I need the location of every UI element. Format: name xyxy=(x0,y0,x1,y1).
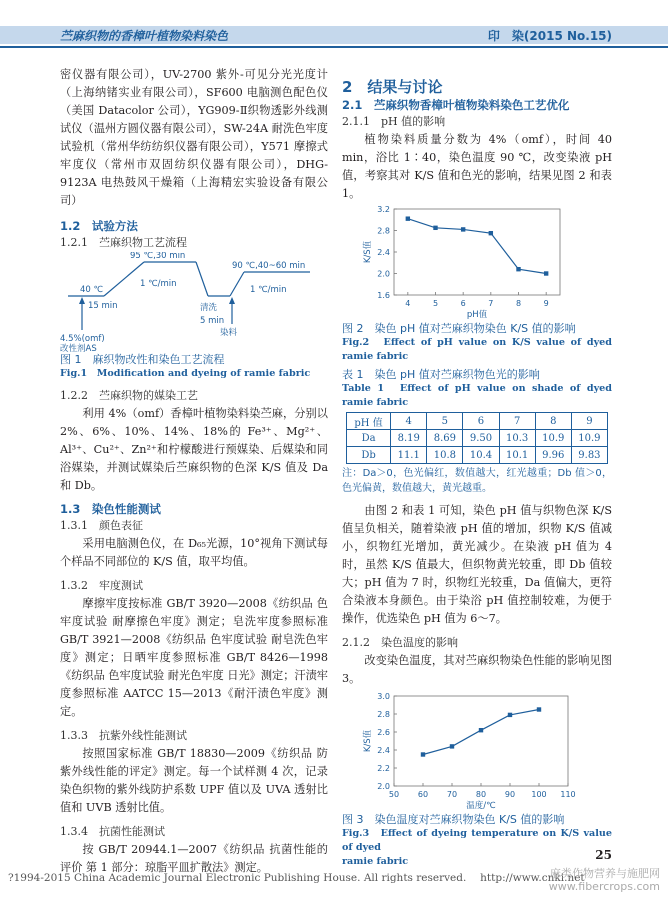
figure-caption-en: Fig.3 Effect of dyeing temperature on K/S value of dyed xyxy=(342,828,612,853)
y-tick-label: 3.2 xyxy=(377,205,390,214)
paragraph: 植物染料质量分数为 4%（omf），时间 40 min，浴比 1∶40，染色温度 90 ℃，改变染液 pH 值，考察其对 K/S 值和色光的影响，结果见图 2 和表 1。 xyxy=(342,133,612,200)
left-column xyxy=(60,66,328,877)
x-axis-label: 温度/℃ xyxy=(466,801,496,811)
table-caption: 表 1 染色 pH 值对苎麻织物色光的影响 xyxy=(342,368,540,381)
y-tick-label: 2.8 xyxy=(377,710,390,719)
y-tick-label: 2.0 xyxy=(377,782,390,791)
paragraph: 采用电脑测色仪，在 D₆₅光源，10°视角下测试每个样品不同部位的 K/S 值，取平均值。 xyxy=(60,537,328,568)
figure-caption: 图 3 染色温度对苎麻织物染色 K/S 值的影响 xyxy=(342,813,565,826)
data-point xyxy=(489,231,493,235)
data-point xyxy=(421,752,425,756)
running-header xyxy=(0,0,668,62)
x-tick-label: 4 xyxy=(405,299,411,308)
label-wash: 清洗 xyxy=(200,303,218,313)
label-95c: 95 ℃,30 min xyxy=(130,252,186,261)
table-caption-en: Table 1 Effect of pH value on shade of dyed ramie fabric xyxy=(342,383,612,408)
x-tick-label: 60 xyxy=(417,790,429,799)
series-line xyxy=(408,219,546,274)
y-axis-label: K/S值 xyxy=(363,240,373,264)
data-point xyxy=(433,226,437,230)
watermark-line: www.fibercrops.com xyxy=(548,880,660,893)
table-cell: 4 xyxy=(391,413,427,430)
page-number: 25 xyxy=(595,848,612,862)
x-tick-label: 100 xyxy=(531,790,547,799)
subsection-heading: 1.3.4 抗菌性能测试 xyxy=(60,825,165,838)
table-cell: 9 xyxy=(571,413,607,430)
table-cell: 8.19 xyxy=(391,430,427,447)
x-tick-label: 90 xyxy=(504,790,516,799)
subsection-heading: 1.2.2 苎麻织物的媒染工艺 xyxy=(60,389,198,402)
x-tick-label: 80 xyxy=(475,790,487,799)
figure-caption: 图 1 麻织物改性和染色工艺流程 xyxy=(60,353,225,366)
paragraph: 由图 2 和表 1 可知，染色 pH 值与织物色深 K/S 值呈负相关，随着染液 pH 值的增加，织物 K/S 值减小，织物红光增加，黄光减少。在染液 pH 值为 4 时，虽然 K/S 值最大，但织物黄光较重，即 Db 值较大；pH 值为 7 时，织物红光较重，Da 值偏大，更符合染液本身颜色。由于染浴 pH 值控制较难，为便于操作，优选染色 pH 值为 6～7。 xyxy=(342,504,612,625)
table-header-row xyxy=(347,413,608,430)
data-point xyxy=(508,713,512,717)
table-note: 注：Da＞0，色光偏红，数值越大，红光越重；Db 值＞0，色光偏黄，数值越大，黄光越重。 xyxy=(342,468,612,494)
paragraph: 利用 4%（omf）香樟叶植物染料染苎麻，分别以 2%、6%、10%、14%、18%的 Fe³⁺、Mg²⁺、Al³⁺、Cu²⁺、Zn²⁺和柠檬酸进行预媒染、后媒染和同浴媒染，并测试媒染后苎麻织物的色深 K/S 值及 Da 和 Db。 xyxy=(60,407,328,492)
header-journal: 印 染(2015 No.15) xyxy=(487,29,612,43)
y-tick-label: 1.6 xyxy=(377,291,390,300)
process-flow-diagram xyxy=(60,252,328,352)
table-cell: 10.8 xyxy=(427,447,463,464)
section-heading: 1.2 试验方法 xyxy=(60,219,138,233)
figure-caption: 图 2 染色 pH 值对苎麻织物染色 K/S 值的影响 xyxy=(342,322,576,335)
table-cell: 9.83 xyxy=(571,447,607,464)
paragraph: 按 GB/T 20944.1—2007《纺织品 抗菌性能的评价 第 1 部分：琼脂平皿扩散法》测定。 xyxy=(60,843,328,874)
y-tick-label: 2.8 xyxy=(377,226,390,236)
data-point xyxy=(461,227,465,231)
temperature-ks-chart xyxy=(342,688,612,812)
y-tick-label: 2.4 xyxy=(377,746,390,755)
section-heading: 2 结果与讨论 xyxy=(342,78,443,96)
subsection-heading: 2.1.1 pH 值的影响 xyxy=(342,115,446,128)
y-tick-label: 3.0 xyxy=(377,692,390,701)
table-row xyxy=(347,430,608,447)
x-tick-label: 50 xyxy=(388,790,400,799)
right-column xyxy=(342,76,612,869)
table-cell: 10.4 xyxy=(463,447,499,464)
table-cell: 8.69 xyxy=(427,430,463,447)
table-cell: pH 值 xyxy=(347,413,391,430)
label-omf: 4.5%(omf) xyxy=(60,334,105,344)
table-cell: 9.50 xyxy=(463,430,499,447)
label-rate1: 1 ℃/min xyxy=(140,279,177,289)
ph-shade-table xyxy=(346,412,608,464)
table-cell: 10.1 xyxy=(499,447,535,464)
y-tick-label: 2.2 xyxy=(377,764,390,773)
label-5min: 5 min xyxy=(200,316,225,326)
data-point xyxy=(479,728,483,732)
figure-caption-en: ramie fabric xyxy=(342,856,409,867)
data-point xyxy=(450,744,454,748)
table-cell: 11.1 xyxy=(391,447,427,464)
label-15min: 15 min xyxy=(88,301,118,311)
table-cell: 10.9 xyxy=(535,430,571,447)
section-heading: 1.3 染色性能测试 xyxy=(60,502,161,516)
data-point xyxy=(537,707,541,711)
header-title: 苎麻织物的香樟叶植物染料染色 xyxy=(60,29,229,43)
x-tick-label: 6 xyxy=(460,299,466,308)
watermark xyxy=(549,867,660,893)
plot-frame xyxy=(394,696,568,786)
table-cell: 9.96 xyxy=(535,447,571,464)
subsection-heading: 1.3.3 抗紫外线性能测试 xyxy=(60,729,187,742)
x-tick-label: 5 xyxy=(432,299,439,308)
label-40c: 40 ℃ xyxy=(80,285,104,295)
table-cell: 6 xyxy=(463,413,499,430)
data-point xyxy=(406,216,410,220)
table-cell: 10.9 xyxy=(571,430,607,447)
subsection-heading: 1.3.1 颜色表征 xyxy=(60,519,143,532)
table-cell: Da xyxy=(347,430,391,447)
subsection-heading: 2.1.2 染色温度的影响 xyxy=(342,636,458,649)
section-heading: 2.1 苎麻织物香樟叶植物染料染色工艺优化 xyxy=(342,98,570,112)
data-point xyxy=(544,271,548,275)
label-rate2: 1 ℃/min xyxy=(250,285,287,295)
x-tick-label: 70 xyxy=(446,790,458,799)
y-axis-label: K/S值 xyxy=(363,729,373,753)
data-point xyxy=(516,267,520,271)
figure-caption-en: Fig.1 Modification and dyeing of ramie fabric xyxy=(60,368,311,379)
subsection-heading: 1.2.1 苎麻织物工艺流程 xyxy=(60,236,187,249)
paragraph: 密仪器有限公司），UV-2700 紫外-可见分光光度计（上海纳锗实业有限公司），SF600 电脑测色配色仪（美国 Datacolor 公司），YG909-Ⅱ织物透影外线测试仪（温州方圆仪器有限公司），SW-24A 耐洗色牢度试验机（常州华纺纺织仪器有限公司），Y571 摩擦式牢度仪（常州市双固纺织仪器有限公司），DHG-9123A 电热鼓风干燥箱（上海精宏实验设备有限公司） xyxy=(60,68,328,207)
watermark-line: 麻类作物营养与施肥网 xyxy=(550,867,660,880)
y-tick-label: 2.0 xyxy=(377,269,390,279)
y-tick-label: 2.4 xyxy=(377,248,390,257)
ph-ks-chart xyxy=(342,203,612,321)
x-tick-label: 9 xyxy=(543,299,549,308)
label-90c: 90 ℃,40~60 min xyxy=(232,261,306,271)
paragraph: 改变染色温度，其对苎麻织物染色性能的影响见图 3。 xyxy=(342,654,612,685)
table-cell: 5 xyxy=(427,413,463,430)
x-tick-label: 7 xyxy=(488,299,494,308)
paragraph: 摩擦牢度按标准 GB/T 3920—2008《纺织品 色牢度试验 耐摩擦色牢度》测定；皂洗牢度参照标准 GB/T 3921—2008《纺织品 色牢度试验 耐皂洗色牢度》测定；日晒牢度参照标准 GB/T 8426—1998《纺织品 色牢度试验 耐光色牢度 日光》测定；汗渍牢度参照标准 AATCC 15—2013《耐汗渍色牢度》测定。 xyxy=(60,597,328,718)
subsection-heading: 1.3.2 牢度测试 xyxy=(60,579,143,592)
figure-caption-en: Fig.2 Effect of pH value on K/S value of dyed ramie fabric xyxy=(342,337,612,362)
x-tick-label: 8 xyxy=(515,299,522,308)
y-tick-label: 2.6 xyxy=(377,728,390,737)
x-axis-label: pH值 xyxy=(466,310,488,320)
x-tick-label: 110 xyxy=(560,790,576,799)
label-dye: 染料 xyxy=(220,328,238,338)
table-row xyxy=(347,447,608,464)
table-cell: Db xyxy=(347,447,391,464)
copyright-footer: ?1994-2015 China Academic Journal Electronic Publishing House. All rights reserved. http://www.cnki.net xyxy=(8,872,585,884)
paragraph: 按照国家标准 GB/T 18830—2009《纺织品 防紫外线性能的评定》测定。每一个试样测 4 次，记录染色织物的紫外线防护系数 UPF 值以及 UVA 透射比值和 UVB 透射比值。 xyxy=(60,747,328,814)
table-cell: 7 xyxy=(499,413,535,430)
table-cell: 10.3 xyxy=(499,430,535,447)
label-modifier: 改性剂AS xyxy=(60,344,97,352)
header-rule xyxy=(0,46,668,48)
table-cell: 8 xyxy=(535,413,571,430)
